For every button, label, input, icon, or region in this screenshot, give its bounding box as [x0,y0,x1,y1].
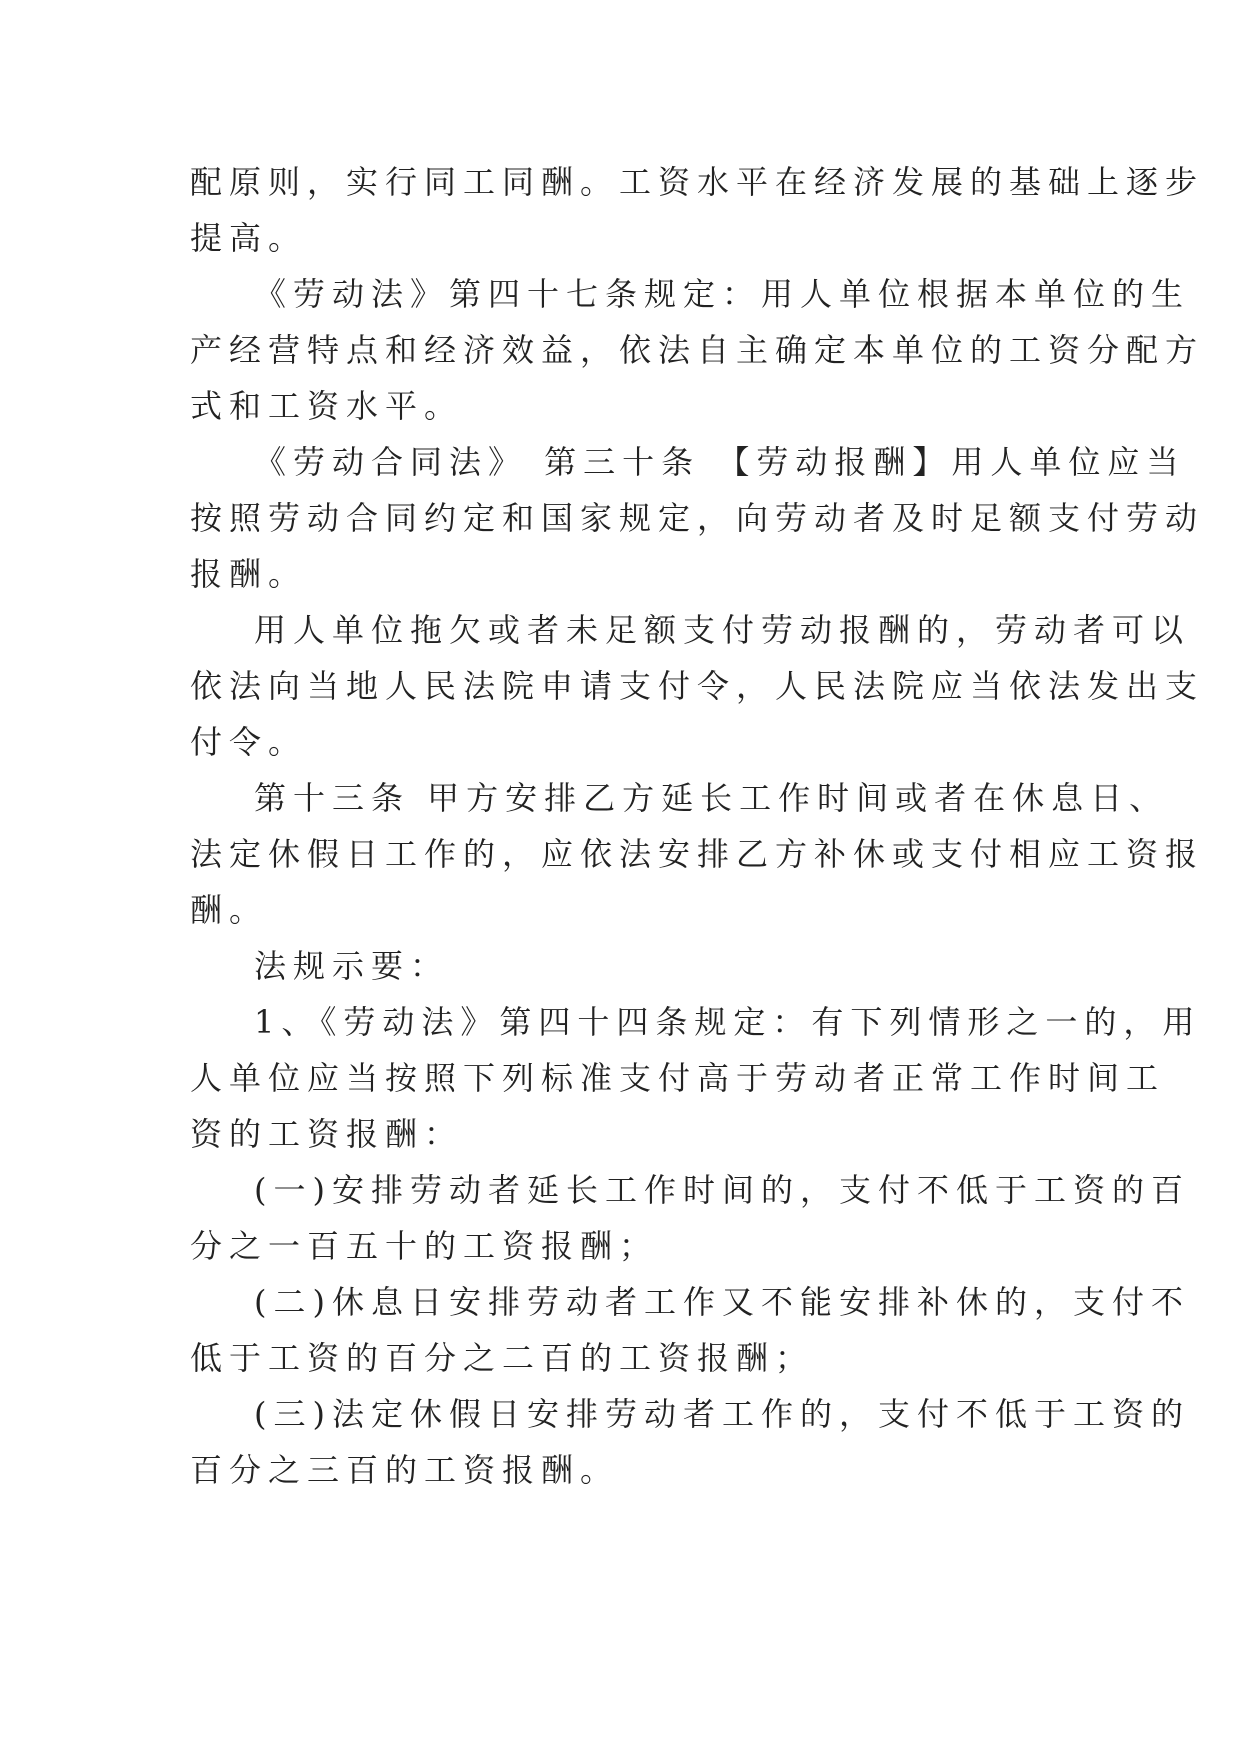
text-line: 《劳动合同法》 第三十条 【劳动报酬】用人单位应当 [254,443,1186,481]
paragraph-4 [190,602,1205,770]
text-line: 人单位应当按照下列标准支付高于劳动者正常工作时间工 [190,1059,1166,1097]
text-line: 酬。 [190,891,269,929]
text-line: (二)休息日安排劳动者工作又不能安排补休的，支付不 [254,1283,1190,1321]
text-line: 第十三条 甲方安排乙方延长工作时间或者在休息日、 [254,779,1169,817]
text-line: 分之一百五十的工资报酬； [190,1227,659,1265]
text-line: 低于工资的百分之二百的工资报酬； [190,1339,815,1377]
text-line: 用人单位拖欠或者未足额支付劳动报酬的，劳动者可以 [254,611,1191,649]
paragraph-2 [190,266,1205,434]
text-line: 式和工资水平。 [190,387,464,425]
document-body [190,154,1205,1498]
text-line: 按照劳动合同约定和国家规定，向劳动者及时足额支付劳动 [190,499,1205,537]
paragraph-7 [190,994,1202,1162]
text-line: 百分之三百的工资报酬。 [190,1451,620,1489]
text-line: 法规示要： [254,947,450,985]
paragraph-10 [190,1386,1190,1498]
text-line: 付令。 [190,723,308,761]
paragraph-8 [190,1162,1190,1274]
text-line: 报酬。 [190,555,308,593]
paragraph-9 [190,1274,1190,1386]
text-line: 依法向当地人民法院申请支付令，人民法院应当依法发出支 [190,667,1205,705]
text-line: 提高。 [190,219,308,257]
text-line: 法定休假日工作的，应依法安排乙方补休或支付相应工资报 [190,835,1205,873]
text-line: 产经营特点和经济效益，依法自主确定本单位的工资分配方 [190,331,1205,369]
paragraph-1 [190,154,1205,266]
text-line: 《劳动法》第四十七条规定：用人单位根据本单位的生 [254,275,1191,313]
paragraph-3 [190,434,1205,602]
paragraph-5 [190,770,1205,938]
paragraph-6 [190,938,1056,994]
text-line: 资的工资报酬： [190,1115,464,1153]
text-line: (一)安排劳动者延长工作时间的，支付不低于工资的百 [254,1171,1190,1209]
text-line: 1、《劳动法》第四十四条规定：有下列情形之一的，用 [254,1003,1202,1041]
text-line: (三)法定休假日安排劳动者工作的，支付不低于工资的 [254,1395,1190,1433]
text-line: 配原则，实行同工同酬。工资水平在经济发展的基础上逐步 [190,163,1205,201]
